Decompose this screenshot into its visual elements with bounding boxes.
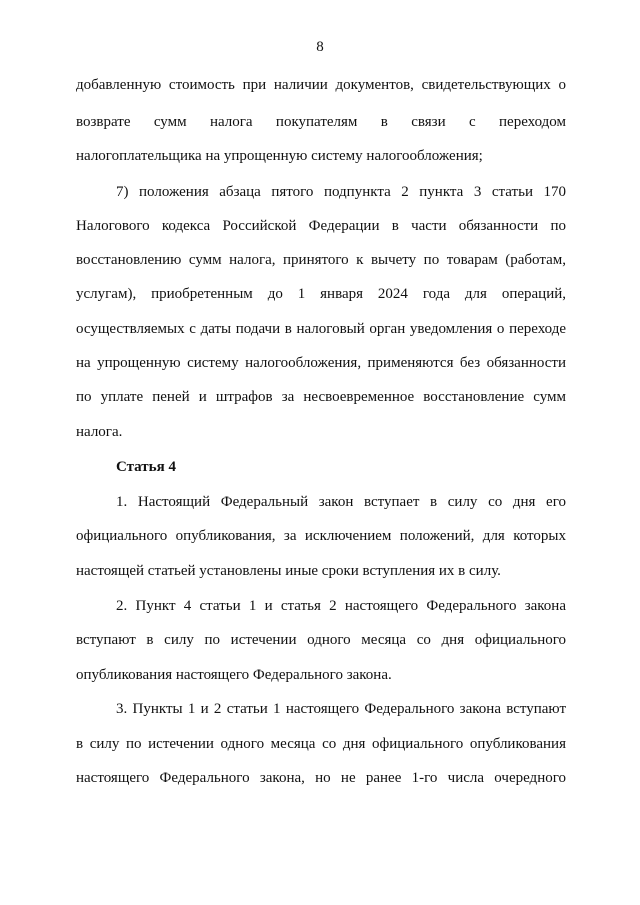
text-line: добавленную стоимость при наличии документов, свидетельствующих о <box>76 77 566 93</box>
text-line: вступают в силу по истечении одного месяца со дня официального <box>76 632 566 648</box>
text-line: официального опубликования, за исключением положений, для которых <box>76 528 566 544</box>
text-line: в силу по истечении одного месяца со дня официального опубликования <box>76 736 566 752</box>
text-line: на упрощенную систему налогообложения, применяются без обязанности <box>76 355 566 371</box>
text-line: 2. Пункт 4 статьи 1 и статья 2 настоящего Федерального закона <box>116 598 566 614</box>
text-line: 3. Пункты 1 и 2 статьи 1 настоящего Федерального закона вступают <box>116 701 566 717</box>
text-line: налога. <box>76 424 123 440</box>
text-line: услугам), приобретенным до 1 января 2024 года для операций, <box>76 286 566 302</box>
text-line: возврате сумм налога покупателям в связи с переходом <box>76 114 566 130</box>
text-line: опубликования настоящего Федерального закона. <box>76 667 392 683</box>
text-line: настоящей статьей установлены иные сроки вступления их в силу. <box>76 563 501 579</box>
text-line: 7) положения абзаца пятого подпункта 2 пункта 3 статьи 170 <box>116 184 566 200</box>
page-number: 8 <box>316 39 324 55</box>
article-heading: Статья 4 <box>116 459 176 475</box>
text-line: налогоплательщика на упрощенную систему налогообложения; <box>76 148 483 164</box>
text-line: по уплате пеней и штрафов за несвоевременное восстановление сумм <box>76 389 566 405</box>
text-line: восстановлению сумм налога, принятого к вычету по товарам (работам, <box>76 252 566 268</box>
text-line: настоящего Федерального закона, но не ранее 1-го числа очередного <box>76 770 566 786</box>
text-line: осуществляемых с даты подачи в налоговый орган уведомления о переходе <box>76 321 566 337</box>
text-line: Налогового кодекса Российской Федерации в части обязанности по <box>76 218 566 234</box>
text-line: 1. Настоящий Федеральный закон вступает в силу со дня его <box>116 494 566 510</box>
